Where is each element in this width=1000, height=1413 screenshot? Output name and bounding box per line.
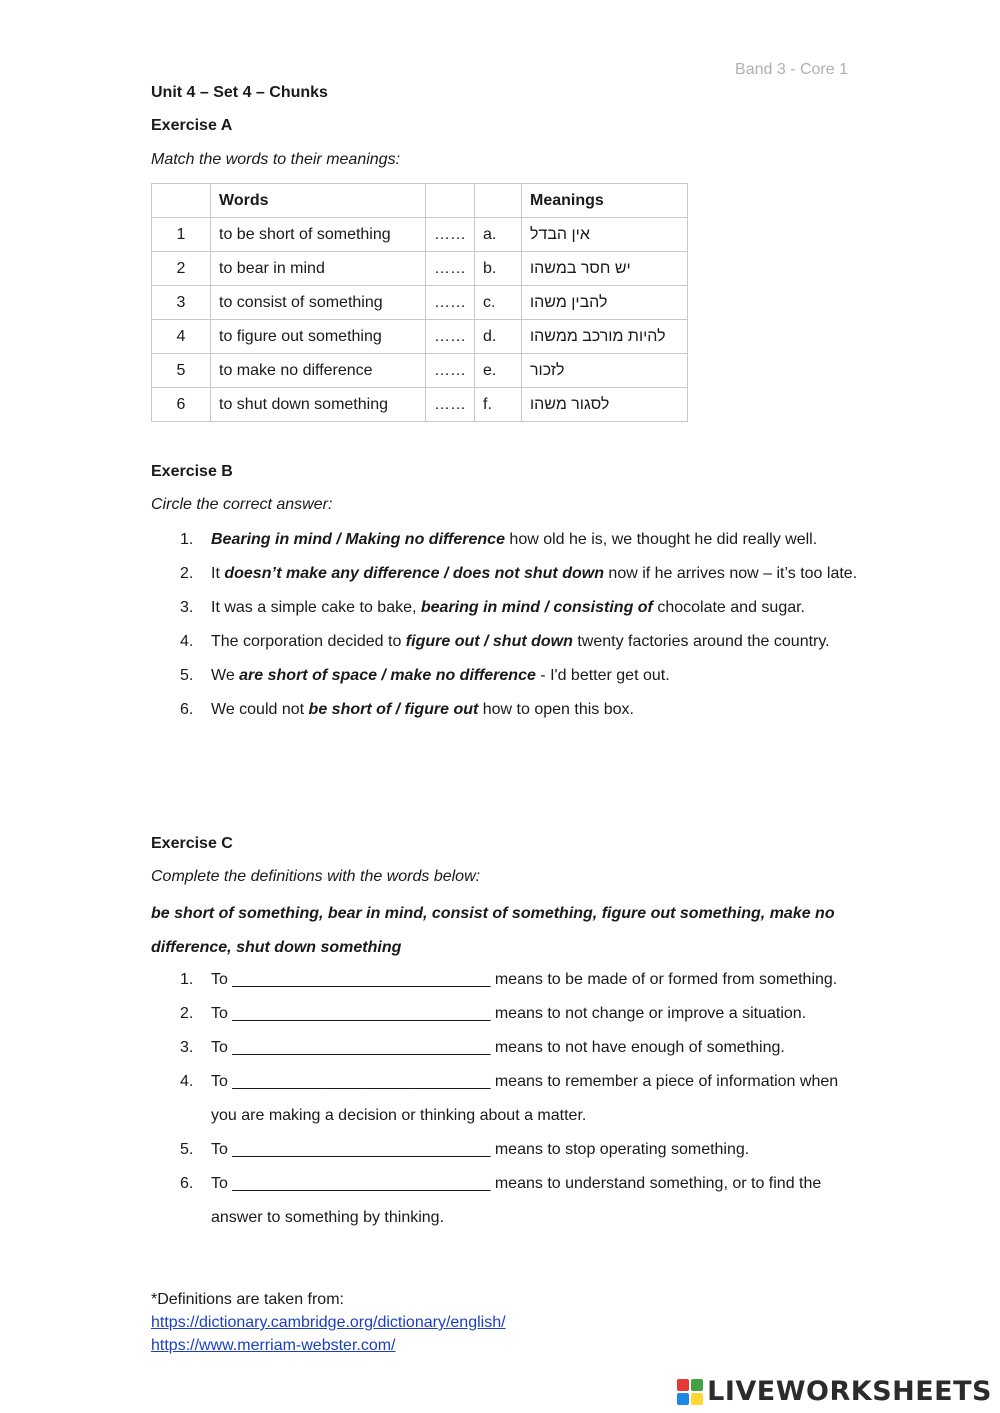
meaning-cell: אין הבדל bbox=[530, 225, 590, 243]
exercise-c-instruction: Complete the definitions with the words below: bbox=[151, 868, 481, 885]
answer-options[interactable]: figure out / shut down bbox=[405, 633, 573, 650]
band-label: Band 3 - Core 1 bbox=[735, 61, 848, 78]
table-row bbox=[152, 252, 688, 286]
list-item: 6. We could not be short of / figure out how to open this box. bbox=[180, 701, 634, 718]
liveworksheets-logo bbox=[677, 1376, 992, 1407]
answer-options[interactable]: be short of / figure out bbox=[308, 701, 479, 718]
fill-in-blank[interactable]: To _____________________________ bbox=[211, 1141, 491, 1158]
answer-options[interactable]: bearing in mind / consisting of bbox=[420, 599, 653, 616]
list-item: 1. To _____________________________ means to be made of or formed from something. bbox=[180, 971, 838, 988]
answer-blank[interactable]: …… bbox=[426, 252, 475, 286]
exercise-a-instruction: Match the words to their meanings: bbox=[151, 151, 401, 168]
table-row bbox=[152, 218, 688, 252]
meaning-letter: f. bbox=[475, 388, 522, 422]
answer-blank[interactable]: …… bbox=[426, 388, 475, 422]
meaning-letter: d. bbox=[475, 320, 522, 354]
row-number: 2 bbox=[152, 252, 211, 286]
row-number: 6 bbox=[152, 388, 211, 422]
exercise-b-instruction: Circle the correct answer: bbox=[151, 496, 333, 513]
table-header-row bbox=[152, 184, 688, 218]
fill-in-blank[interactable]: To _____________________________ bbox=[211, 1005, 491, 1022]
row-number: 1 bbox=[152, 218, 211, 252]
exercise-c-list bbox=[180, 963, 860, 1235]
fill-in-blank[interactable]: To _____________________________ bbox=[211, 1039, 491, 1056]
word-cell: to bear in mind bbox=[211, 252, 426, 286]
meaning-letter: b. bbox=[475, 252, 522, 286]
meanings-column-header: Meanings bbox=[522, 184, 688, 218]
answer-blank[interactable]: …… bbox=[426, 286, 475, 320]
table-row bbox=[152, 354, 688, 388]
meaning-cell: להיות מורכב ממשהו bbox=[530, 327, 666, 345]
cambridge-link[interactable]: https://dictionary.cambridge.org/dictionary/english/ bbox=[151, 1314, 506, 1331]
answer-options[interactable]: are short of space / make no difference bbox=[239, 667, 536, 684]
list-item: 4. The corporation decided to figure out / shut down twenty factories around the country. bbox=[180, 633, 830, 650]
meaning-cell: לזכור bbox=[530, 361, 565, 379]
list-item: 6. To _____________________________ means to understand something, or to find the answer to something by thinking. bbox=[180, 1175, 822, 1226]
list-item: 2. It doesn’t make any difference / does not shut down now if he arrives now – it’s too late. bbox=[180, 565, 858, 582]
answer-blank[interactable]: …… bbox=[426, 354, 475, 388]
fill-in-blank[interactable]: To _____________________________ bbox=[211, 1073, 491, 1090]
word-cell: to make no difference bbox=[211, 354, 426, 388]
meaning-cell: יש חסר במשהו bbox=[530, 259, 631, 277]
page-title: Unit 4 – Set 4 – Chunks bbox=[151, 84, 328, 101]
row-number: 5 bbox=[152, 354, 211, 388]
list-item: 3. It was a simple cake to bake, bearing in mind / consisting of chocolate and sugar. bbox=[180, 599, 805, 616]
row-number: 3 bbox=[152, 286, 211, 320]
exercise-b-list bbox=[180, 523, 860, 727]
exercise-a-heading: Exercise A bbox=[151, 117, 233, 134]
meaning-letter: c. bbox=[475, 286, 522, 320]
answer-blank[interactable]: …… bbox=[426, 218, 475, 252]
fill-in-blank[interactable]: To _____________________________ bbox=[211, 1175, 491, 1192]
meaning-letter: e. bbox=[475, 354, 522, 388]
word-cell: to figure out something bbox=[211, 320, 426, 354]
table-row bbox=[152, 286, 688, 320]
logo-text: LIVEWORKSHEETS bbox=[707, 1376, 992, 1407]
list-item: 2. To _____________________________ means to not change or improve a situation. bbox=[180, 1005, 807, 1022]
list-item: 5. We are short of space / make no difference - I'd better get out. bbox=[180, 667, 670, 684]
exercise-b-heading: Exercise B bbox=[151, 463, 233, 480]
matching-table bbox=[151, 183, 688, 422]
table-row bbox=[152, 388, 688, 422]
row-number: 4 bbox=[152, 320, 211, 354]
source-note: *Definitions are taken from: bbox=[151, 1291, 344, 1308]
word-cell: to be short of something bbox=[211, 218, 426, 252]
meaning-letter: a. bbox=[475, 218, 522, 252]
answer-options[interactable]: Bearing in mind / Making no difference bbox=[211, 531, 505, 548]
logo-icon bbox=[677, 1379, 703, 1405]
answer-options[interactable]: doesn’t make any difference / does not shut down bbox=[224, 565, 604, 582]
word-cell: to shut down something bbox=[211, 388, 426, 422]
definitions-source bbox=[151, 1288, 506, 1357]
fill-in-blank[interactable]: To _____________________________ bbox=[211, 971, 491, 988]
words-column-header: Words bbox=[211, 184, 426, 218]
list-item: 4. To _____________________________ means to remember a piece of information when you are making a decision or thinking about a matter. bbox=[180, 1073, 839, 1124]
list-item: 5. To _____________________________ means to stop operating something. bbox=[180, 1141, 750, 1158]
answer-blank[interactable]: …… bbox=[426, 320, 475, 354]
list-item: 3. To _____________________________ means to not have enough of something. bbox=[180, 1039, 785, 1056]
table-row bbox=[152, 320, 688, 354]
word-cell: to consist of something bbox=[211, 286, 426, 320]
list-item: 1. Bearing in mind / Making no difference how old he is, we thought he did really well. bbox=[180, 531, 818, 548]
meaning-cell: לסגור משהו bbox=[530, 395, 610, 413]
exercise-c-heading: Exercise C bbox=[151, 835, 233, 852]
merriam-webster-link[interactable]: https://www.merriam-webster.com/ bbox=[151, 1337, 396, 1354]
meaning-cell: להבין משהו bbox=[530, 293, 608, 311]
word-bank: be short of something, bear in mind, consist of something, figure out something, make no difference, shut down something bbox=[151, 905, 835, 956]
